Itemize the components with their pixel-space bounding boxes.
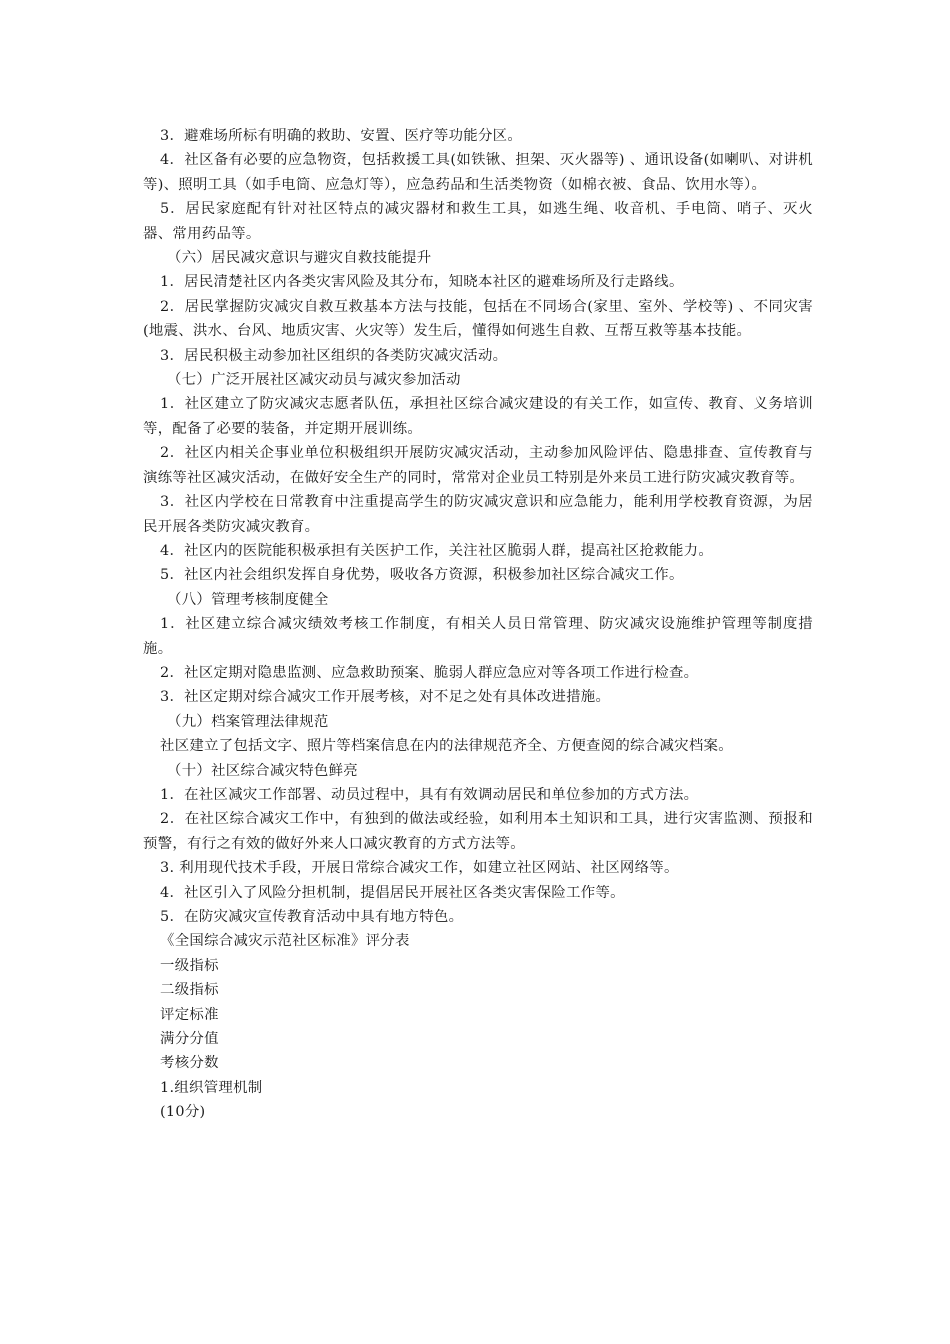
paragraph: 3. 利用现代技术手段，开展日常综合减灾工作，如建立社区网站、社区网络等。	[160, 860, 679, 877]
document-page	[143, 124, 813, 1125]
paragraph: 2．在社区综合减灾工作中，有独到的做法或经验，如利用本土知识和工具，进行灾害监测、预报和预警，有行之有效的做好外来人口减灾教育的方式方法等。	[143, 811, 813, 852]
paragraph: 3．居民积极主动参加社区组织的各类防灾减灾活动。	[160, 347, 508, 364]
table-cell-text: (10分)	[160, 1104, 206, 1121]
paragraph: 1．社区建立了防灾减灾志愿者队伍，承担社区综合减灾建设的有关工作，如宣传、教育、义务培训等，配备了必要的装备，并定期开展训练。	[143, 396, 813, 437]
paragraph: 3．避难场所标有明确的救助、安置、医疗等功能分区。	[160, 128, 523, 144]
paragraph: 1．在社区减灾工作部署、动员过程中，具有有效调动居民和单位参加的方式方法。	[160, 786, 699, 803]
score-table-cells	[143, 954, 813, 1125]
paragraph: 5．居民家庭配有针对社区特点的减灾器材和救生工具，如逃生绳、收音机、手电筒、哨子、灭火器、常用药品等。	[143, 201, 813, 242]
paragraph: 5．在防灾减灾宣传教育活动中具有地方特色。	[160, 909, 464, 925]
paragraph: 3．社区定期对综合减灾工作开展考核，对不足之处有具体改进措施。	[160, 689, 611, 706]
table-cell-text: 评定标准	[160, 1006, 219, 1023]
paragraph: 3．社区内学校在日常教育中注重提高学生的防灾减灾意识和应急能力，能利用学校教育资源，为居民开展各类防灾减灾教育。	[143, 494, 813, 535]
paragraph: （七）广泛开展社区减灾动员与减灾参加活动	[167, 372, 461, 389]
paragraph: 4．社区备有必要的应急物资，包括救援工具(如铁锹、担架、灭火器等) 、通讯设备(如喇叭、对讲机等)、照明工具（如手电筒、应急灯等），应急药品和生活类物资（如棉衣被、食品、饮用水等）。	[143, 152, 813, 193]
paragraph: 5．社区内社会组织发挥自身优势，吸收各方资源，积极参加社区综合减灾工作。	[160, 567, 684, 584]
table-cell-text: 一级指标	[160, 957, 219, 974]
paragraph: 2．社区内相关企事业单位积极组织开展防灾减灾活动，主动参加风险评估、隐患排查、宣传教育与演练等社区减灾活动，在做好安全生产的同时，常常对企业员工特别是外来员工进行防灾减灾教育等。	[143, 445, 813, 486]
table-cell-text: 1.组织管理机制	[160, 1079, 263, 1096]
table-cell-text: 满分分值	[160, 1031, 219, 1048]
paragraph: （十）社区综合减灾特色鲜亮	[167, 762, 358, 779]
paragraph: 1．居民清楚社区内各类灾害风险及其分布，知晓本社区的避难场所及行走路线。	[160, 274, 684, 291]
paragraph: 4．社区引入了风险分担机制，提倡居民开展社区各类灾害保险工作等。	[160, 884, 625, 901]
paragraph: 社区建立了包括文字、照片等档案信息在内的法律规范齐全、方便查阅的综合减灾档案。	[160, 738, 733, 755]
paragraph: （八）管理考核制度健全	[167, 591, 329, 608]
paragraph: 2．居民掌握防灾减灾自救互救基本方法与技能，包括在不同场合(家里、室外、学校等) 、不同灾害(地震、洪水、台风、地质灾害、火灾等）发生后，懂得如何逃生自救、互帮互救等基本技能。	[143, 298, 813, 340]
paragraph: （六）居民减灾意识与避灾自救技能提升	[167, 250, 432, 267]
paragraph: 2．社区定期对隐患监测、应急救助预案、脆弱人群应急应对等各项工作进行检查。	[160, 664, 699, 681]
paragraph: （九）档案管理法律规范	[167, 713, 329, 730]
table-cell-text: 考核分数	[160, 1055, 219, 1072]
table-cell-text: 二级指标	[160, 982, 219, 999]
document-body	[143, 124, 813, 954]
paragraph: 《全国综合减灾示范社区标准》评分表	[160, 933, 410, 950]
paragraph: 1．社区建立综合减灾绩效考核工作制度，有相关人员日常管理、防灾减灾设施维护管理等制度措施。	[143, 616, 813, 657]
paragraph: 4．社区内的医院能积极承担有关医护工作，关注社区脆弱人群，提高社区抢救能力。	[160, 542, 714, 559]
